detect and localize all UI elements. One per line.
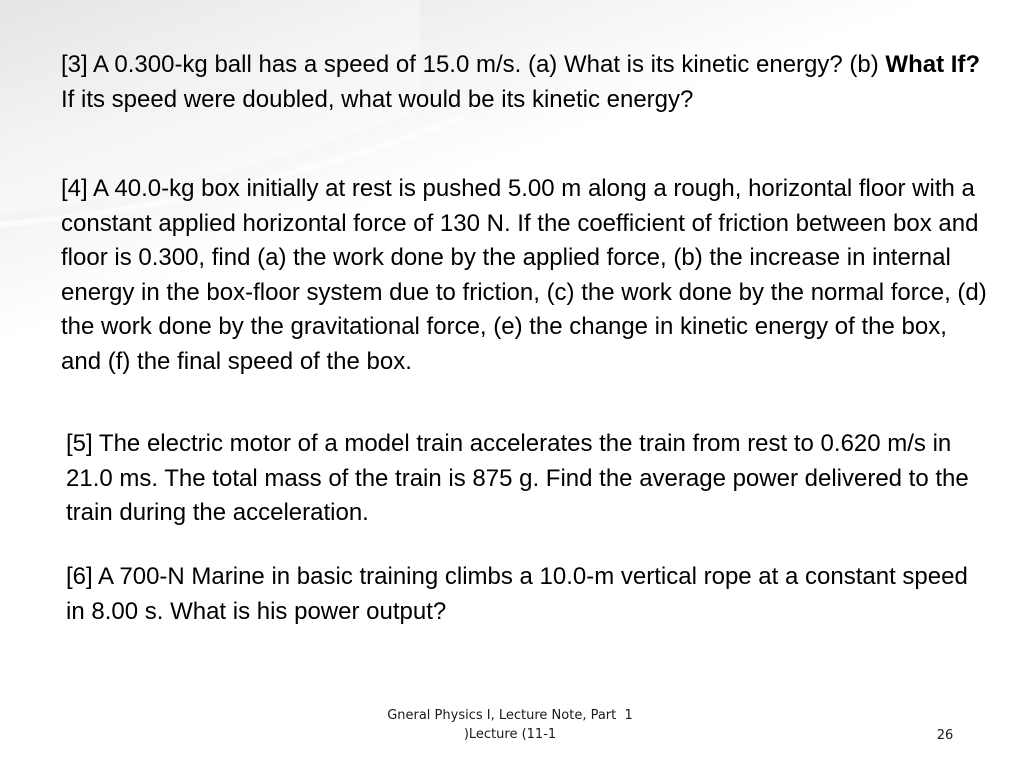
problem-3-text-before: [3] A 0.300-kg ball has a speed of 15.0 m/s. (a) What is its kinetic energy? (b): [61, 51, 886, 78]
problem-3-what-if: What If?: [885, 51, 981, 78]
footer-lecture-info: [330, 706, 690, 744]
problem-5-text: [5] The electric motor of a model train accelerates the train from rest to 0.620 m/s in 21.0 ms. The total mass of the train is 875 g. Find the average power delivered to the train during the acceleration.: [66, 430, 969, 526]
footer-line-1: Gneral Physics I, Lecture Note, Part 1: [387, 708, 633, 723]
page-number: 26: [936, 728, 954, 743]
problem-3-text-after: If its speed were doubled, what would be its kinetic energy?: [61, 85, 694, 113]
problem-3-text: [61, 48, 991, 117]
problem-4-text: [4] A 40.0-kg box initially at rest is pushed 5.00 m along a rough, horizontal floor with a constant applied horizontal force of 130 N. If the coefficient of friction between box and floor is 0.300, find (a) the work done by the applied force, (b) the increase in internal energy in the box-floor system due to friction, (c) the work done by the normal force, (d) the work done by the gravitational force, (e) the change in kinetic energy of the box, and (f) the final speed of the box.: [61, 175, 987, 375]
problem-6-text: [6] A 700-N Marine in basic training climbs a 10.0-m vertical rope at a constant speed in 8.00 s. What is his power output?: [66, 563, 968, 625]
footer-line-2: )Lecture (11-1: [463, 727, 557, 742]
